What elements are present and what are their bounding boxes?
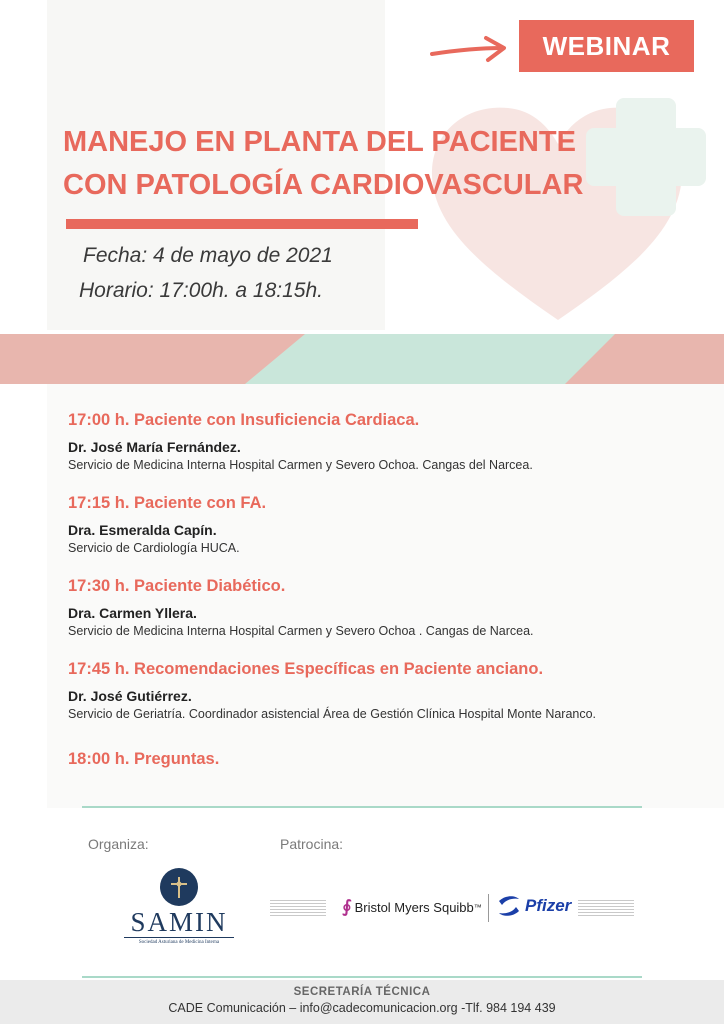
samin-emblem-icon (160, 868, 198, 906)
session-title: 17:30 h. Paciente Diabético. (68, 577, 286, 595)
session-affiliation: Servicio de Cardiología HUCA. (68, 541, 240, 555)
session-affiliation: Servicio de Medicina Interna Hospital Carmen y Severo Ochoa . Cangas de Narcea. (68, 624, 534, 638)
decorative-stripes-left (270, 900, 326, 916)
session-title: 17:00 h. Paciente con Insuficiencia Cardiaca. (68, 411, 420, 429)
agenda-item (68, 747, 708, 771)
event-time: Horario: 17:00h. a 18:15h. (79, 279, 324, 302)
title-line-1: MANEJO EN PLANTA DEL PACIENTE (63, 126, 576, 158)
session-speaker: Dra. Esmeralda Capín. (68, 522, 217, 538)
samin-logo (118, 868, 240, 950)
event-date: Fecha: 4 de mayo de 2021 (83, 244, 333, 267)
session-affiliation: Servicio de Geriatría. Coordinador asistencial Área de Gestión Clínica Hospital Monte Naranco. (68, 707, 597, 721)
arrow-right-icon (428, 30, 512, 70)
samin-name: SAMIN (130, 907, 228, 937)
footer-title: SECRETARÍA TÉCNICA (293, 986, 431, 998)
session-title: 17:15 h. Paciente con FA. (68, 494, 267, 512)
footer (0, 980, 724, 1024)
pfizer-helix-icon (496, 893, 522, 919)
organiza-label: Organiza: (88, 836, 149, 852)
agenda-item (68, 657, 708, 723)
agenda-item (68, 574, 708, 640)
bms-trademark: ™ (473, 902, 482, 912)
divider-top (82, 806, 642, 808)
sponsor-logos (270, 888, 636, 928)
title-underline (66, 219, 418, 229)
session-speaker: Dr. José Gutiérrez. (68, 688, 192, 704)
patrocina-label: Patrocina: (280, 836, 344, 852)
webinar-badge: WEBINAR (519, 20, 694, 72)
sponsor-separator (488, 894, 489, 922)
bms-logo (342, 897, 482, 917)
decorative-stripes-right (578, 900, 634, 916)
agenda-item (68, 408, 708, 474)
session-affiliation: Servicio de Medicina Interna Hospital Carmen y Severo Ochoa. Cangas del Narcea. (68, 458, 533, 472)
bms-name: Bristol Myers Squibb (354, 899, 474, 915)
pfizer-name: Pfizer (525, 896, 572, 915)
session-speaker: Dra. Carmen Yllera. (68, 605, 197, 621)
agenda-item (68, 491, 708, 557)
footer-contact: CADE Comunicación – info@cadecomunicacion.org -Tlf. 984 194 439 (168, 1001, 556, 1015)
bms-mark-icon: ∮ (342, 897, 352, 916)
decorative-band (0, 334, 724, 384)
title-line-2: CON PATOLOGÍA CARDIOVASCULAR (63, 169, 584, 201)
session-speaker: Dr. José María Fernández. (68, 439, 241, 455)
session-title: 18:00 h. Preguntas. (68, 750, 220, 768)
pfizer-logo (496, 893, 571, 919)
samin-subtitle: Sociedad Asturiana de Medicina Interna (138, 940, 220, 945)
samin-rule (124, 937, 234, 938)
page-title (63, 121, 663, 207)
agenda-list (68, 408, 708, 788)
session-title: 17:45 h. Recomendaciones Específicas en Paciente anciano. (68, 660, 544, 678)
divider-bottom (82, 976, 642, 978)
